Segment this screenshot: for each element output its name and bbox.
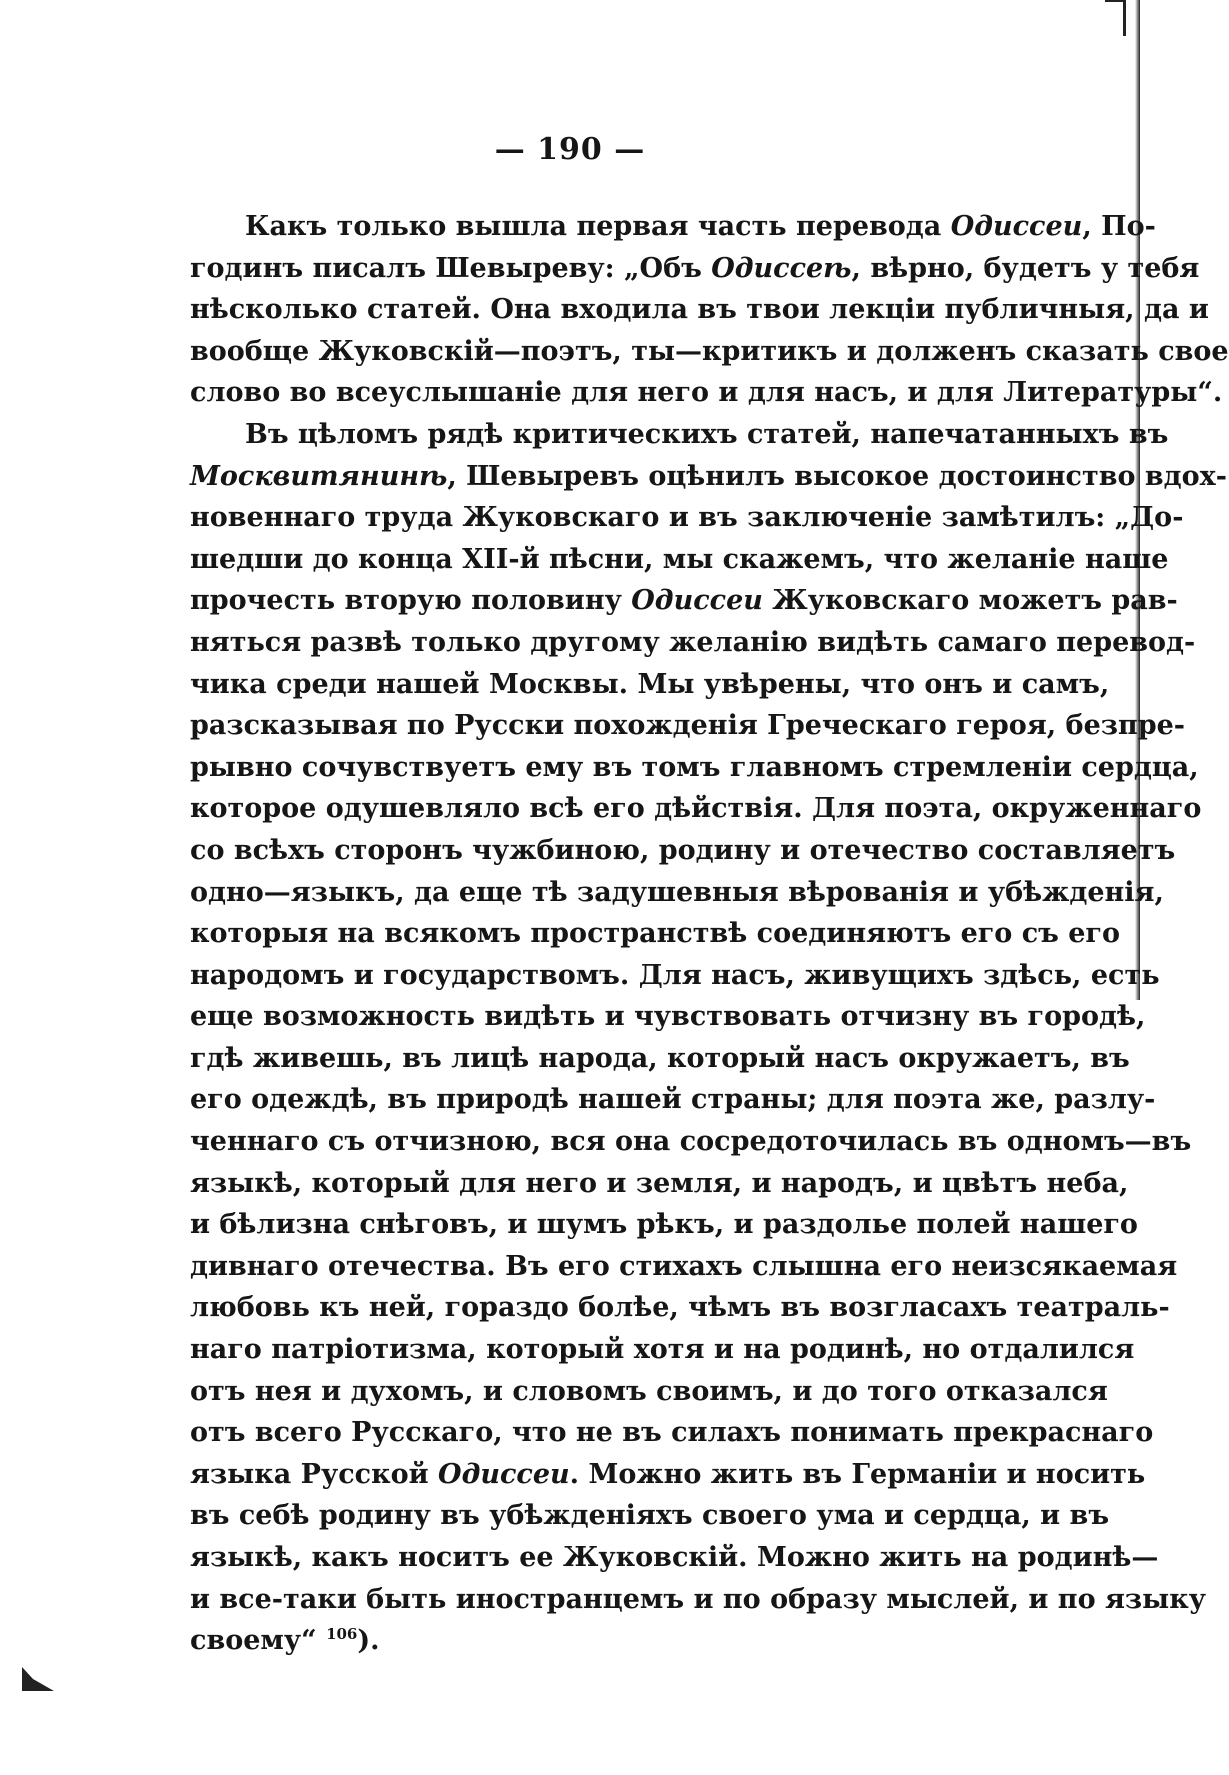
body-text xyxy=(190,206,1229,1662)
text-segment: ченнаго съ отчизною, вся она сосредоточилась въ одномъ—въ xyxy=(190,1126,1192,1158)
text-segment: со всѣхъ сторонъ чужбиною, родину и отечество составляетъ xyxy=(190,834,1176,866)
text-segment: новеннаго труда Жуковскаго и въ заключеніе замѣтилъ: „До- xyxy=(190,502,1184,534)
text-segment: ). xyxy=(357,1625,380,1657)
text-segment: языка Русской xyxy=(190,1458,439,1490)
text-segment: , Шевыревъ оцѣнилъ высокое достоинство вдох- xyxy=(447,460,1227,492)
text-segment: шедши до конца XII-й пѣсни, мы скажемъ, что желаніе наше xyxy=(190,543,1169,575)
text-line xyxy=(190,955,1160,997)
paragraph xyxy=(190,206,1229,414)
text-line xyxy=(190,206,1156,248)
text-segment: рывно сочувствуетъ ему въ томъ главномъ стремленіи сердца, xyxy=(190,751,1199,783)
text-segment: которыя на всякомъ пространствѣ соединяютъ его съ его xyxy=(190,918,1120,950)
text-line xyxy=(190,414,1169,456)
text-segment: няться развѣ только другому желанію видѣть самаго перевод- xyxy=(190,626,1196,658)
text-segment: вообще Жуковскій—поэтъ, ты—критикъ и долженъ сказать свое xyxy=(190,335,1229,367)
text-line xyxy=(190,1163,1129,1205)
text-segment: Въ цѣломъ рядѣ критическихъ статей, напечатанныхъ въ xyxy=(245,418,1169,450)
text-line xyxy=(190,705,1186,747)
text-line xyxy=(190,331,1229,373)
text-segment: гдѣ живешь, въ лицѣ народа, который насъ окружаетъ, въ xyxy=(190,1042,1130,1074)
italic-title: Одиссеи xyxy=(631,585,763,617)
text-segment: чика среди нашей Москвы. Мы увѣрены, что онъ и самъ, xyxy=(190,668,1110,700)
text-segment: Какъ только вышла первая часть перевода xyxy=(245,211,951,242)
text-segment: нѣсколько статей. Она входила въ твои лекціи публичныя, да и xyxy=(190,294,1209,326)
text-segment: своему“ xyxy=(190,1625,327,1657)
text-line xyxy=(190,1412,1154,1454)
text-segment: одно—языкъ, да еще тѣ задушевныя вѣрованія и убѣжденія, xyxy=(190,876,1164,908)
text-line xyxy=(190,248,1200,290)
footnote-marker: 106 xyxy=(326,1625,358,1644)
text-segment: въ себѣ родину въ убѣжденіяхъ своего ума и сердца, и въ xyxy=(190,1500,1110,1532)
text-line xyxy=(190,788,1202,830)
text-line xyxy=(190,1371,1108,1413)
text-segment: Жуковскаго можетъ рав- xyxy=(762,585,1178,617)
text-segment: и бѣлизна снѣговъ, и шумъ рѣкъ, и раздолье полей нашего xyxy=(190,1209,1138,1241)
italic-title: Одиссеи xyxy=(438,1458,570,1490)
italic-title: Одиссеи xyxy=(950,211,1083,242)
scan-edge-top-right xyxy=(1105,0,1126,36)
text-line xyxy=(190,747,1199,789)
text-segment: , вѣрно, будетъ у тебя xyxy=(851,252,1200,284)
text-line xyxy=(190,996,1146,1038)
text-segment: которое одушевляло всѣ его дѣйствія. Для поэта, окруженнаго xyxy=(190,793,1202,825)
italic-title: Москвитянинѣ xyxy=(190,460,448,492)
text-segment: . Можно жить въ Германіи и носить xyxy=(569,1458,1146,1490)
text-segment: языкѣ, который для него и земля, и народъ, и цвѣтъ неба, xyxy=(190,1167,1129,1199)
text-segment: , По- xyxy=(1082,211,1156,242)
page-number: — 190 — xyxy=(494,132,646,167)
text-line xyxy=(190,539,1169,581)
text-line xyxy=(190,1620,1010,1662)
text-line xyxy=(190,1579,1207,1621)
text-segment: слово во всеуслышаніе для него и для насъ, и для Литературы“. xyxy=(190,377,1223,409)
text-segment: отъ нея и духомъ, и словомъ своимъ, и до того отказался xyxy=(190,1375,1108,1407)
text-line xyxy=(190,456,1227,498)
paragraph xyxy=(190,414,1227,1662)
text-line xyxy=(190,1246,1178,1288)
text-line xyxy=(190,913,1120,955)
text-line xyxy=(190,1204,1138,1246)
text-segment: народомъ и государствомъ. Для насъ, живущихъ здѣсь, есть xyxy=(190,959,1160,991)
text-line xyxy=(190,497,1184,539)
text-line xyxy=(190,622,1196,664)
text-segment: любовь къ ней, гораздо болѣе, чѣмъ въ возгласахъ театраль- xyxy=(190,1292,1170,1324)
text-line xyxy=(190,1079,1156,1121)
text-line xyxy=(190,1121,1192,1163)
text-segment: разсказывая по Русски похожденія Греческаго героя, безпре- xyxy=(190,710,1186,742)
text-segment: наго патріотизма, который хотя и на родинѣ, но отдалился xyxy=(190,1334,1135,1366)
text-segment: его одеждѣ, въ природѣ нашей страны; для поэта же, разлу- xyxy=(190,1084,1156,1116)
text-segment: отъ всего Русскаго, что не въ силахъ понимать прекраснаго xyxy=(190,1417,1154,1449)
text-line xyxy=(190,1329,1135,1371)
text-line xyxy=(190,580,1178,622)
text-line xyxy=(190,289,1209,331)
text-segment: и все-таки быть иностранцемъ и по образу мыслей, и по языку xyxy=(190,1583,1207,1615)
text-line xyxy=(190,1287,1170,1329)
text-line xyxy=(190,872,1164,914)
text-line xyxy=(190,1454,1146,1496)
text-segment: годинъ писалъ Шевыреву: „Объ xyxy=(190,252,712,284)
scan-corner-mark xyxy=(22,1667,54,1691)
text-line xyxy=(190,1537,1159,1579)
text-line xyxy=(190,1495,1110,1537)
text-line xyxy=(190,830,1176,872)
text-segment: прочесть вторую половину xyxy=(190,585,632,617)
text-segment: языкѣ, какъ носитъ ее Жуковскій. Можно жить на родинѣ— xyxy=(190,1542,1159,1573)
text-segment: еще возможность видѣть и чувствовать отчизну въ городѣ, xyxy=(190,1001,1146,1033)
text-line xyxy=(190,664,1110,706)
text-segment: дивнаго отечества. Въ его стихахъ слышна его неизсякаемая xyxy=(190,1250,1178,1282)
italic-title: Одиссеѣ xyxy=(711,252,852,284)
text-line xyxy=(190,372,1223,414)
text-line xyxy=(190,1038,1130,1080)
